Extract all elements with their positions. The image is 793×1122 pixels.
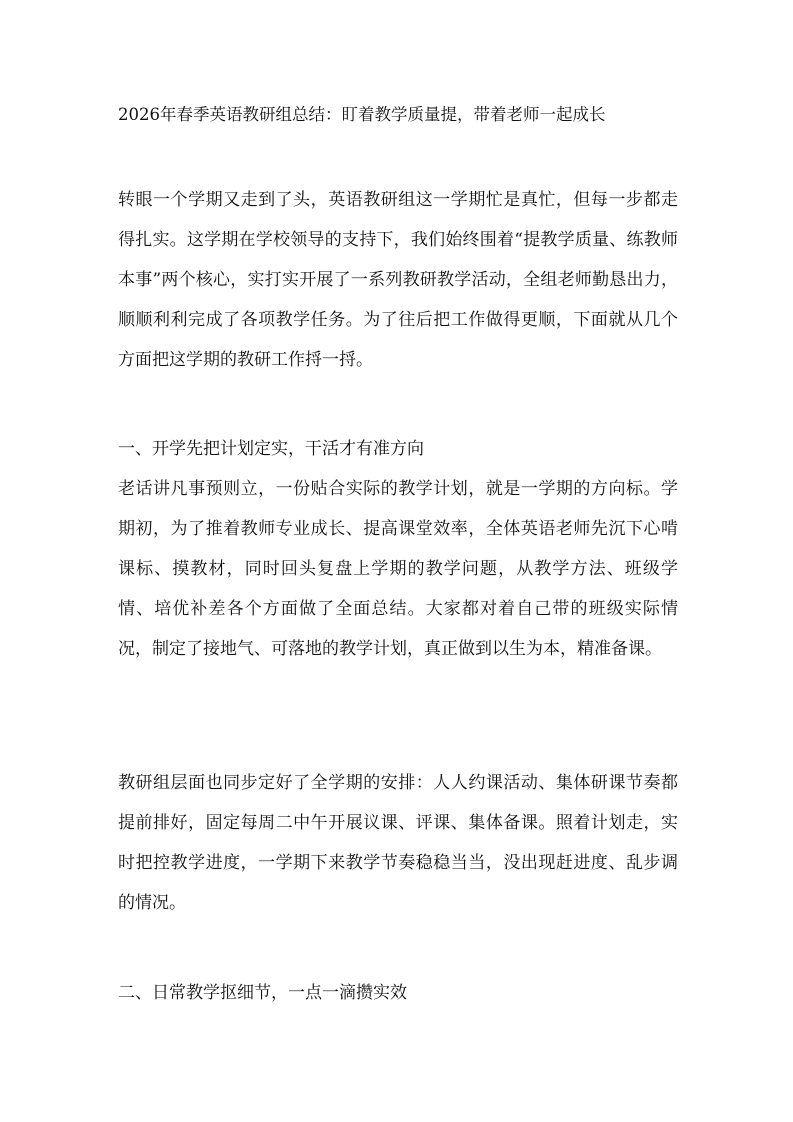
- section-1-paragraph-1: 老话讲凡事预则立，一份贴合实际的教学计划，就是一学期的方向标。学期初，为了推着教师专业成长、提高课堂效率，全体英语老师先沉下心啃课标、摸教材，同时回头复盘上学期的教学问题，从教学方法、班级学情、培优补差各个方面做了全面总结。大家都对着自己带的班级实际情况，制定了接地气、可落地的教学计划，真正做到以生为本，精准备课。: [118, 479, 678, 659]
- intro-paragraph: 转眼一个学期又走到了头，英语教研组这一学期忙是真忙，但每一步都走得扎实。这学期在学校领导的支持下，我们始终围着“提教学质量、练教师本事”两个核心，实打实开展了一系列教研教学活动，全组老师勤恳出力，顺顺利利完成了各项教学任务。为了往后把工作做得更顺，下面就从几个方面把这学期的教研工作捋一捋。: [118, 190, 678, 370]
- section-2-heading: 二、日常教学抠细节，一点一滴攒实效: [118, 983, 407, 1003]
- section-1-paragraph-2: 教研组层面也同步定好了全学期的安排：人人约课活动、集体研课节奏都提前排好，固定每周二中午开展议课、评课、集体备课。照着计划走，实时把控教学进度，一学期下来教学节奏稳稳当当，没出现赶进度、乱步调的情况。: [118, 773, 678, 913]
- document-title: 2026年春季英语教研组总结：盯着教学质量提，带着老师一起成长: [118, 105, 606, 124]
- section-1-heading: 一、开学先把计划定实，干活才有准方向: [118, 439, 424, 459]
